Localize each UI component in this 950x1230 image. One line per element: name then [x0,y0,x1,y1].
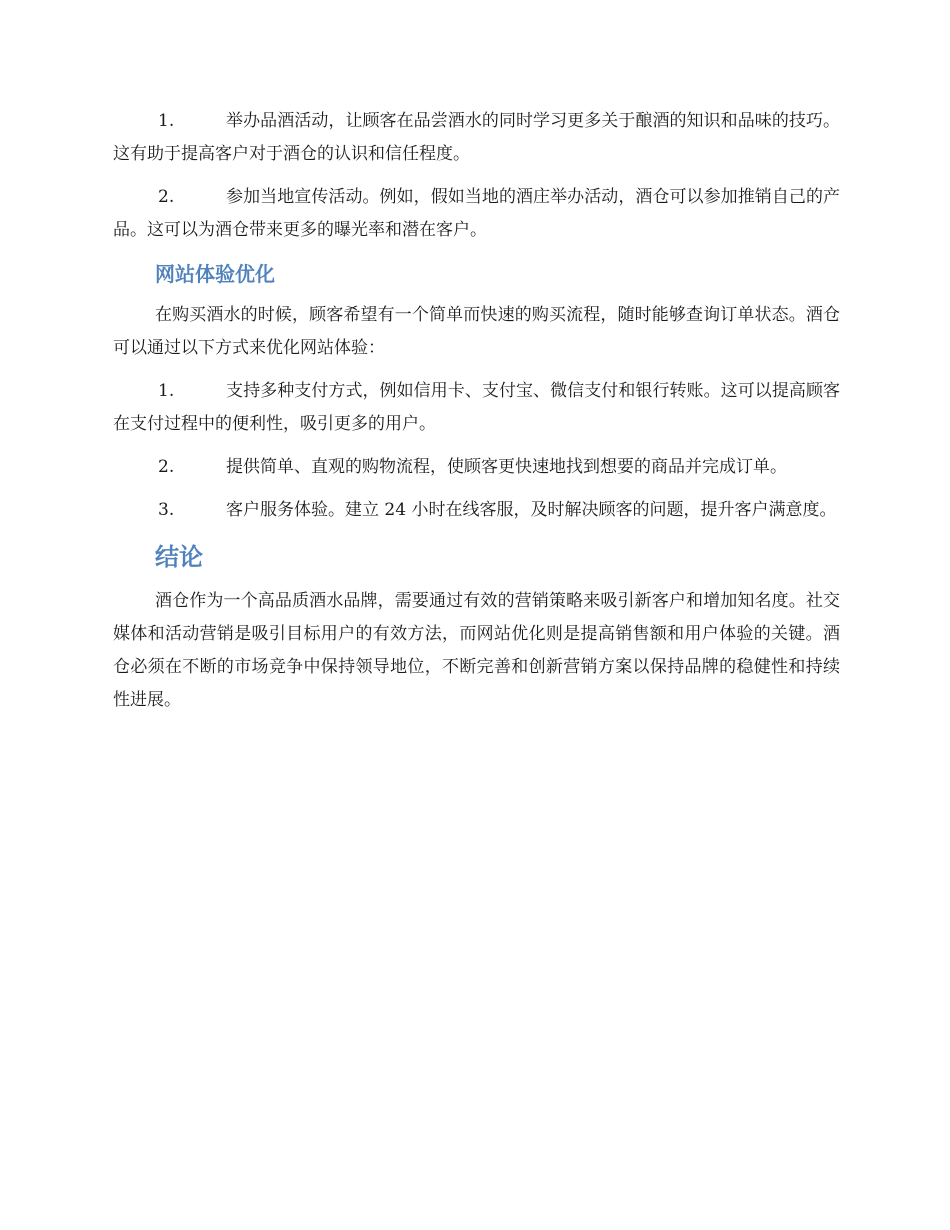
section-intro-paragraph: 在购买酒水的时候，顾客希望有一个简单而快速的购买流程，随时能够查询订单状态。酒仓可以通过以下方式来优化网站体验： [113,305,840,358]
section-heading-conclusion: 结论 [155,543,203,571]
list-item-text: 参加当地宣传活动。例如，假如当地的酒庄举办活动，酒仓可以参加推销自己的产品。这可以为酒仓带来更多的曝光率和潜在客户。 [113,187,840,240]
list-item-text: 提供简单、直观的购物流程，使顾客更快速地找到想要的商品并完成订单。 [226,457,787,477]
list-item [113,105,840,171]
list-item [113,375,840,441]
section-heading-website: 网站体验优化 [155,262,275,286]
list-number: 1. [158,111,175,131]
list-number: 2. [158,457,175,477]
list-item-text: 举办品酒活动，让顾客在品尝酒水的同时学习更多关于酿酒的知识和品味的技巧。这有助于提高客户对于酒仓的认识和信任程度。 [113,111,840,164]
list-item-text: 支持多种支付方式，例如信用卡、支付宝、微信支付和银行转账。这可以提高顾客在支付过程中的便利性，吸引更多的用户。 [113,381,840,434]
document-content [113,105,840,727]
list-number: 3. [158,500,175,520]
list-number: 1. [158,381,175,401]
conclusion-paragraph: 酒仓作为一个高品质酒水品牌，需要通过有效的营销策略来吸引新客户和增加知名度。社交媒体和活动营销是吸引目标用户的有效方法，而网站优化则是提高销售额和用户体验的关键。酒仓必须在不断的市场竞争中保持领导地位，不断完善和创新营销方案以保持品牌的稳健性和持续性进展。 [113,591,840,710]
list-item [113,494,840,527]
list-item [113,451,840,484]
list-item-text: 客户服务体验。建立 24 小时在线客服，及时解决顾客的问题，提升客户满意度。 [226,500,837,520]
list-item [113,181,840,247]
list-number: 2. [158,187,175,207]
